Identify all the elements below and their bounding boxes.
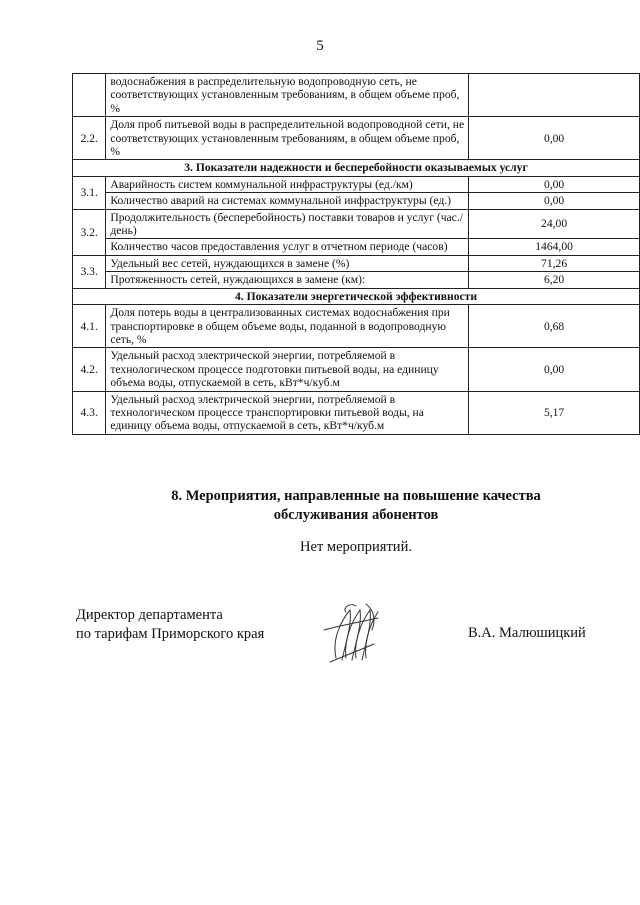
signatory-name: В.А. Малюшицкий xyxy=(468,625,586,641)
section-row xyxy=(73,288,640,304)
table-row xyxy=(73,117,640,160)
row-value: 0,00 xyxy=(469,348,640,391)
table-row xyxy=(73,348,640,391)
row-value: 0,00 xyxy=(469,193,640,209)
section-title: 4. Показатели энергетической эффективности xyxy=(73,288,640,304)
table-row xyxy=(73,239,640,255)
signatory-position-line-2: по тарифам Приморского края xyxy=(76,626,265,642)
table-row xyxy=(73,209,640,239)
table-row xyxy=(73,176,640,192)
signatory-position-line-1: Директор департамента xyxy=(76,607,223,623)
row-number: 3.2. xyxy=(73,209,106,255)
table-row xyxy=(73,305,640,348)
section-row xyxy=(73,160,640,176)
row-value: 24,00 xyxy=(469,209,640,239)
table-row xyxy=(73,391,640,434)
row-number: 3.1. xyxy=(73,176,106,209)
signatory-position xyxy=(76,606,264,644)
section-8-heading-line-2: обслуживания абонентов xyxy=(273,507,439,523)
row-value: 0,00 xyxy=(469,117,640,160)
row-value: 71,26 xyxy=(469,255,640,271)
row-value: 0,68 xyxy=(469,305,640,348)
row-description: Количество часов предоставления услуг в отчетном периоде (часов) xyxy=(106,239,469,255)
handwritten-signature-icon xyxy=(316,600,386,668)
section-8-heading-line-1: 8. Мероприятия, направленные на повышение качества xyxy=(171,488,541,504)
row-description: Протяженность сетей, нуждающихся в замене (км): xyxy=(106,272,469,288)
row-value: 5,17 xyxy=(469,391,640,434)
page-number: 5 xyxy=(316,38,324,54)
row-description: Доля проб питьевой воды в распределительной водопроводной сети, не соответствующих установленным требованиям, в общем объеме проб, % xyxy=(106,117,469,160)
row-description: Доля потерь воды в централизованных системах водоснабжения при транспортировке в общем объеме воды, поданной в водопроводную сеть, % xyxy=(106,305,469,348)
row-description: водоснабжения в распределительную водопроводную сеть, не соответствующих установленным требованиям, в общем объеме проб, % xyxy=(106,74,469,117)
metrics-table-body xyxy=(73,74,640,435)
row-description: Количество аварий на системах коммунальной инфраструктуры (ед.) xyxy=(106,193,469,209)
table-row xyxy=(73,272,640,288)
row-number: 4.3. xyxy=(73,391,106,434)
row-description: Удельный расход электрической энергии, потребляемой в технологическом процессе транспортировки питьевой воды, на единицу объема воды, отпускаемой в сеть, кВт*ч/куб.м xyxy=(106,391,469,434)
row-number: 4.2. xyxy=(73,348,106,391)
row-number: 4.1. xyxy=(73,305,106,348)
row-number: 3.3. xyxy=(73,255,106,288)
row-description: Удельный вес сетей, нуждающихся в замене (%) xyxy=(106,255,469,271)
row-value: 0,00 xyxy=(469,176,640,192)
section-8-text: Нет мероприятий. xyxy=(300,539,412,555)
row-number xyxy=(73,74,106,117)
metrics-table xyxy=(72,73,640,435)
table-row xyxy=(73,74,640,117)
row-number: 2.2. xyxy=(73,117,106,160)
row-description: Продолжительность (бесперебойность) поставки товаров и услуг (час./день) xyxy=(106,209,469,239)
section-title: 3. Показатели надежности и бесперебойности оказываемых услуг xyxy=(73,160,640,176)
row-value: 1464,00 xyxy=(469,239,640,255)
section-8-heading xyxy=(72,487,640,525)
row-description: Аварийность систем коммунальной инфраструктуры (ед./км) xyxy=(106,176,469,192)
row-value xyxy=(469,74,640,117)
row-description: Удельный расход электрической энергии, потребляемой в технологическом процессе подготовки питьевой воды, на единицу объема воды, отпускаемой в сеть, кВт*ч/куб.м xyxy=(106,348,469,391)
table-row xyxy=(73,193,640,209)
table-row xyxy=(73,255,640,271)
row-value: 6,20 xyxy=(469,272,640,288)
